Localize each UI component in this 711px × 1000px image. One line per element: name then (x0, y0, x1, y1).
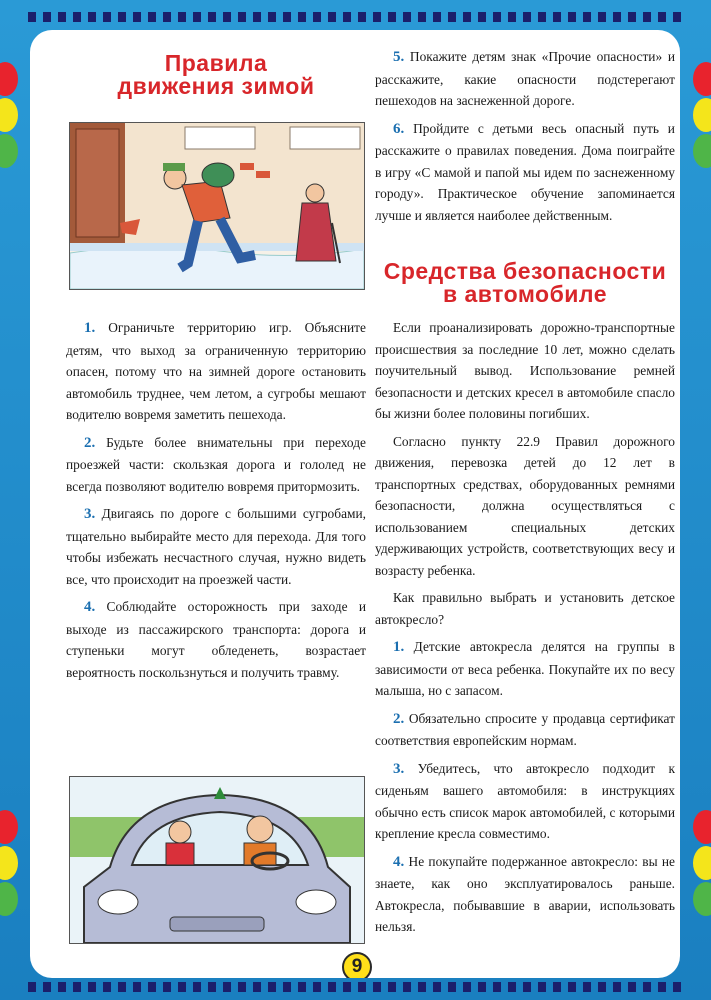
item-number: 1. (393, 639, 405, 655)
item-text: Не покупайте подержанное автокресло: вы не знаете, как оно эксплуатировалось раньше. Автокресла, побывавшие в аварии, использовать нельзя. (375, 853, 675, 934)
item-text: Детские автокресла делятся на группы в зависимости от веса ребенка. Покупайте их по весу малыша, но с запасом. (375, 639, 675, 698)
item-number: 3. (84, 506, 96, 522)
car-with-child-seat-illustration (70, 777, 364, 943)
car-child-seat-illustration (69, 776, 365, 944)
item-text: Убедитесь, что автокресло подходит к сиденьям вашего автомобиля: в инструкциях обычно есть список марок автомобилей, с которыми крепление кресла совместимо. (375, 760, 675, 841)
seat-tip (375, 708, 675, 752)
intro-paragraph: Если проанализировать дорожно-транспортные происшествия за последние 10 лет, можно сделать поучительный вывод. Использование ремней безопасности и детских кресел в автомобиле спасло бы жизни более половины погибших. (375, 320, 675, 421)
item-number: 2. (84, 434, 96, 451)
slipping-man-illustration (70, 123, 364, 289)
item-text: Соблюдайте осторожность при заходе и выходе из пассажирского транспорта: дорога и ступеньки могут обледенеть, возрастает вероятность поскользнуться и получить травму. (66, 599, 366, 680)
item-number: 4. (393, 853, 405, 870)
item-text: Покажите детям знак «Прочие опасности» и расскажите, какие опасности подстерегают пешеходов на заснеженной дороге. (375, 49, 675, 108)
winter-rules-continued (375, 46, 675, 232)
item-text: Будьте более внимательны при переходе проезжей части: скользкая дорога и гололед не всегда позволяют водителю вовремя притормозить. (66, 434, 366, 494)
item-number: 6. (393, 120, 405, 137)
intro-paragraph: Согласно пункту 22.9 Правил дорожного движения, перевозка детей до 12 лет в транспортных средствах, оборудованных ремнями безопасности, должна осуществляться с использованием специальных детских удерживающих устройств, соответствующих весу и возрасту ребенка. (375, 433, 675, 578)
title-line-1: Средства безопасности (383, 258, 667, 284)
top-stripe-border (28, 12, 683, 22)
item-number: 5. (393, 49, 405, 65)
seat-tip (375, 758, 675, 845)
item-text: Обязательно спросите у продавца сертификат соответствия европейским нормам. (375, 710, 675, 748)
item-number: 3. (393, 760, 405, 777)
winter-rules-title (66, 52, 366, 99)
car-safety-title (375, 260, 675, 307)
title-line-1: Правила (164, 50, 268, 76)
item-number: 2. (393, 710, 405, 727)
item-text: Ограничьте территорию игр. Объясните детям, что выход за ограниченную территорию опасен, потому что на зимней дороге остановить автомобиль труднее, чем летом, а сугробы мешают водителю вовремя заметить пешехода. (66, 320, 366, 422)
title-line-2: в автомобиле (442, 281, 608, 308)
winter-rules-list (66, 317, 366, 689)
rule-item (66, 503, 366, 590)
item-text: Двигаясь по дороге с большими сугробами, тщательно выбирайте место для перехода. Для того чтобы избежать несчастного случая, нужно видеть все, что происходит на проезжей части. (66, 506, 366, 587)
seat-tip (375, 851, 675, 938)
winter-street-illustration (69, 122, 365, 290)
seat-tip (375, 636, 675, 702)
rule-item (375, 118, 675, 227)
car-safety-text (375, 317, 675, 944)
item-number: 4. (84, 599, 96, 615)
rule-item (375, 46, 675, 112)
page-number-badge: 9 (342, 952, 372, 978)
rule-item (66, 317, 366, 426)
intro-question: Как правильно выбрать и установить детское автокресло? (375, 590, 675, 627)
item-text: Пройдите с детьми весь опасный путь и расскажите о правилах поведения. Дома поиграйте в игру «С мамой и папой мы идем по заснеженному городу». Практическое обучение запоминается лучше и является наиболее действенным. (375, 120, 675, 223)
page (30, 30, 680, 978)
bottom-stripe-border (28, 982, 683, 992)
item-number: 1. (84, 320, 96, 336)
rule-item (66, 432, 366, 498)
rule-item (66, 596, 366, 683)
title-line-2: движения зимой (117, 73, 315, 100)
